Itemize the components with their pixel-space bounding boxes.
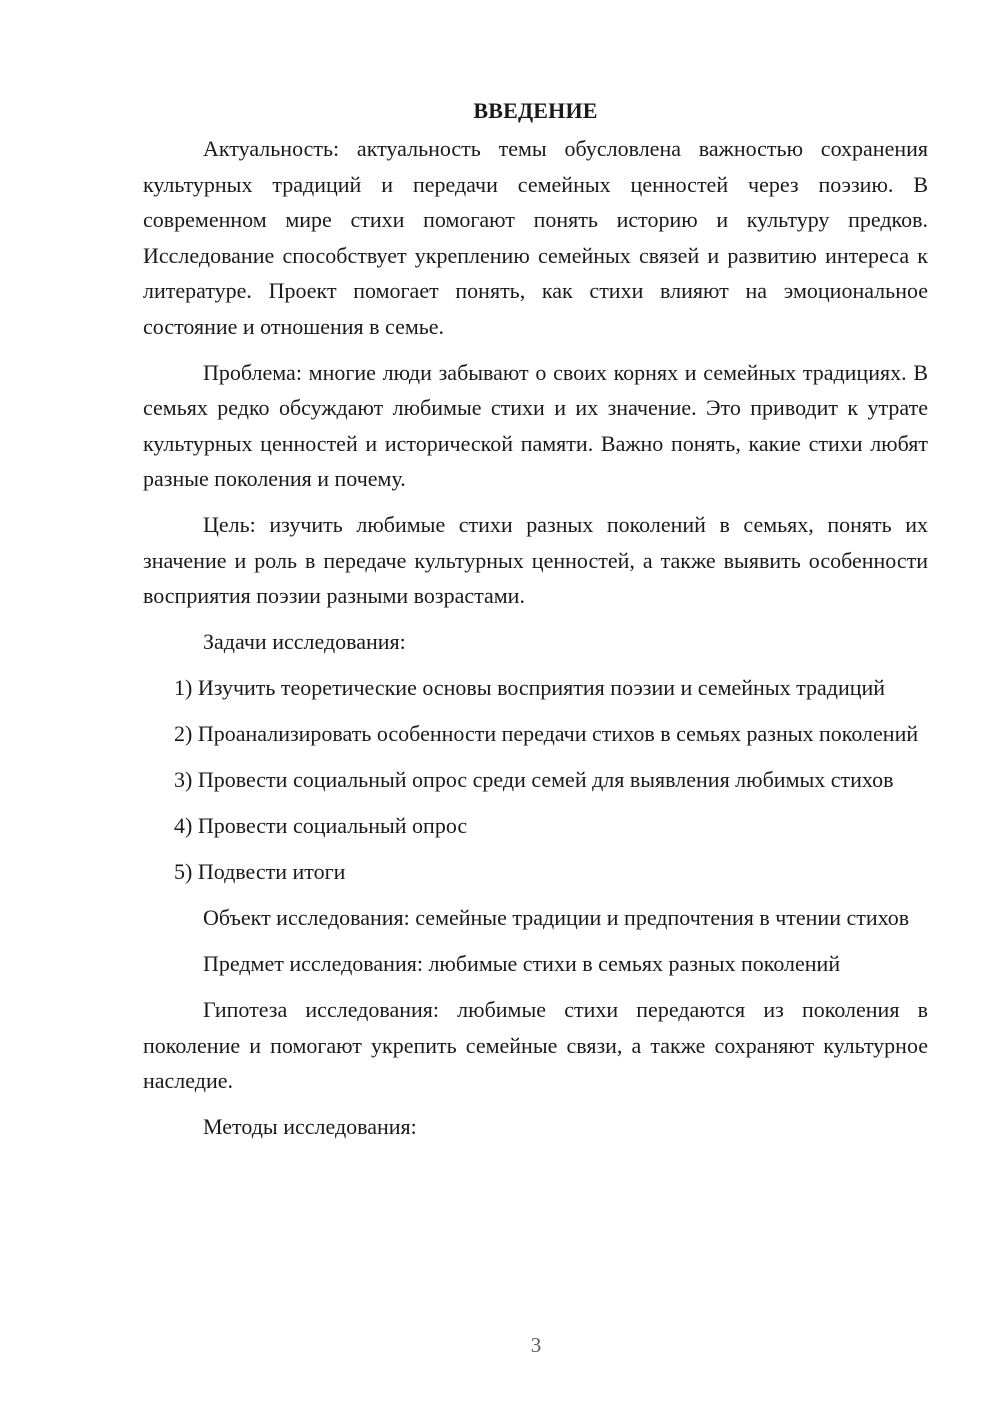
task-item-3: 3) Провести социальный опрос среди семей для выявления любимых стихов: [174, 767, 894, 792]
page-body: [143, 96, 928, 1155]
relevance-paragraph: Актуальность: актуальность темы обусловлена важностью сохранения культурных традиций и передачи семейных ценностей через поэзию. В современном мире стихи помогают понять историю и культуру предков. Исследование способствует укреплению семейных связей и развитию интереса к литературе. Проект помогает понять, как стихи влияют на эмоциональное состояние и отношения в семье.: [143, 136, 928, 339]
task-item-1: 1) Изучить теоретические основы восприятия поэзии и семейных традиций: [174, 675, 886, 700]
hypothesis-paragraph: Гипотеза исследования: любимые стихи передаются из поколения в поколение и помогают укрепить семейные связи, а также сохраняют культурное наследие.: [143, 997, 928, 1093]
goal-paragraph: Цель: изучить любимые стихи разных поколений в семьях, понять их значение и роль в передаче культурных ценностей, а также выявить особенности восприятия поэзии разными возрастами.: [143, 512, 928, 608]
tasks-list: [143, 670, 928, 890]
methods-heading: Методы исследования:: [203, 1114, 417, 1139]
object-paragraph: Объект исследования: семейные традиции и предпочтения в чтении стихов: [203, 905, 910, 930]
problem-paragraph: Проблема: многие люди забывают о своих корнях и семейных традициях. В семьях редко обсуждают любимые стихи и их значение. Это приводит к утрате культурных ценностей и исторической памяти. Важно понять, какие стихи любят разные поколения и почему.: [143, 359, 928, 491]
subject-paragraph: Предмет исследования: любимые стихи в семьях разных поколений: [203, 951, 841, 976]
tasks-heading: Задачи исследования:: [203, 629, 406, 654]
task-item-5: 5) Подвести итоги: [174, 859, 346, 884]
task-item-4: 4) Провести социальный опрос: [174, 813, 468, 838]
task-item-2: 2) Проанализировать особенности передачи стихов в семьях разных поколений: [174, 721, 919, 746]
page-number: 3: [530, 1333, 542, 1357]
section-title: ВВЕДЕНИЕ: [473, 98, 598, 123]
